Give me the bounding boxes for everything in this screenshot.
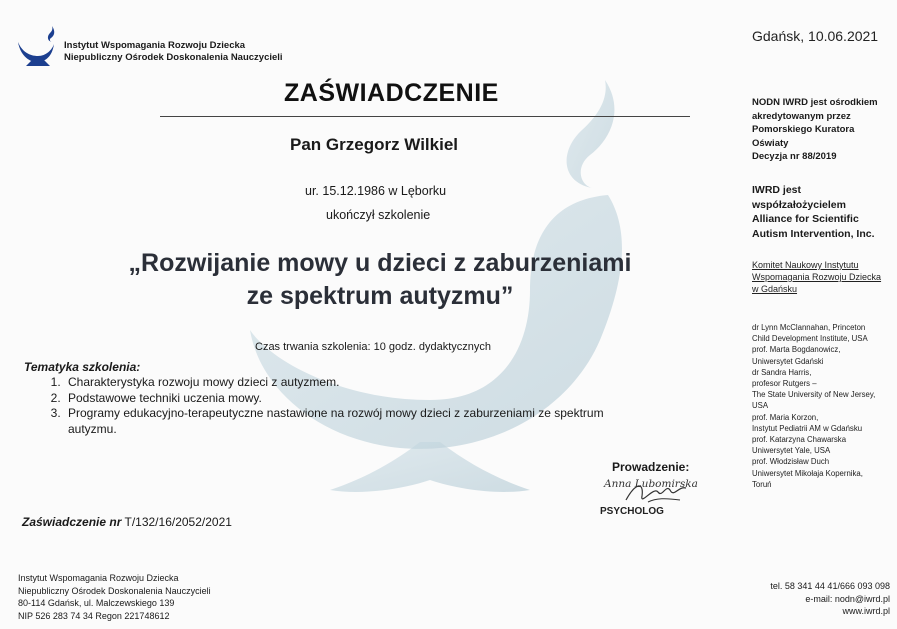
cofounder-note: IWRD jest współzałożycielem Alliance for Scientific Autism Intervention, Inc. [752,184,875,240]
institute-name-line1: Instytut Wspomagania Rozwoju Dziecka [64,40,246,51]
footer-address: Instytut Wspomagania Rozwoju Dziecka Niepubliczny Ośrodek Doskonalenia Nauczycieli 80-114 Gdańsk, ul. Malczewskiego 139 NIP 526 283 74 34 Regon 221748612 [18,573,211,621]
institute-name-line2: Niepubliczny Ośrodek Doskonalenia Nauczycieli [64,52,283,63]
institute-name [64,40,283,64]
course-title-line1: „Rozwijanie mowy u dzieci z zaburzeniami [128,249,632,277]
certificate-number [22,515,232,529]
list-item: 3. Programy edukacyjno-terapeutyczne nastawione na rozwój mowy dzieci z zaburzeniami ze spektrum autyzmu. [64,406,624,437]
course-duration: Czas trwania szkolenia: 10 godz. dydaktycznych [255,341,492,353]
lead-role: PSYCHOLOG [600,506,664,517]
birth-info: ur. 15.12.1986 w Lęborku [305,184,447,198]
completed-text: ukończył szkolenie [326,208,431,222]
title-divider [160,116,690,117]
recipient-name: Pan Grzegorz Wilkiel [290,135,458,154]
list-item: 1. Charakterystyka rozwoju mowy dzieci z autyzmem. [64,375,624,391]
issue-date: Gdańsk, 10.06.2021 [752,28,879,44]
lead-name: Anna Lubomirska [604,478,698,490]
certificate-number-value: T/132/16/2052/2021 [124,515,232,529]
topics-list [24,375,624,437]
list-item: 2. Podstawowe techniki uczenia mowy. [64,391,624,407]
footer-contact: tel. 58 341 44 41/666 093 098 e-mail: nodn@iwrd.pl www.iwrd.pl [770,581,890,616]
committee-members: dr Lynn McClannahan, Princeton Child Development Institute, USA prof. Marta Bogdanowicz, Uniwersytet Gdański dr Sandra Harris, profesor Rutgers – The State University of New Jersey, USA prof. Maria Korzon, Instytut Pediatrii AM w Gdańsku prof. Katarzyna Chawarska Uniwersytet Yale, USA prof. Włodzisław Duch Uniwersytet Mikołaja Kopernika, Toruń [752,323,876,489]
accreditation-note: NODN IWRD jest ośrodkiem akredytowanym przez Pomorskiego Kuratora Oświaty Decyzja nr 88/2019 [752,97,878,162]
institute-logo-icon [16,24,60,66]
committee-heading: Komitet Naukowy Instytutu Wspomagania Rozwoju Dziecka w Gdańsku [752,260,882,294]
course-title-line2: ze spektrum autyzmu” [246,282,514,310]
lead-label: Prowadzenie: [612,460,690,474]
course-title [100,247,660,313]
certificate-number-label: Zaświadczenie nr [22,515,122,529]
certificate-title: ZAŚWIADCZENIE [284,79,499,107]
topics-heading: Tematyka szkolenia: [24,360,141,374]
